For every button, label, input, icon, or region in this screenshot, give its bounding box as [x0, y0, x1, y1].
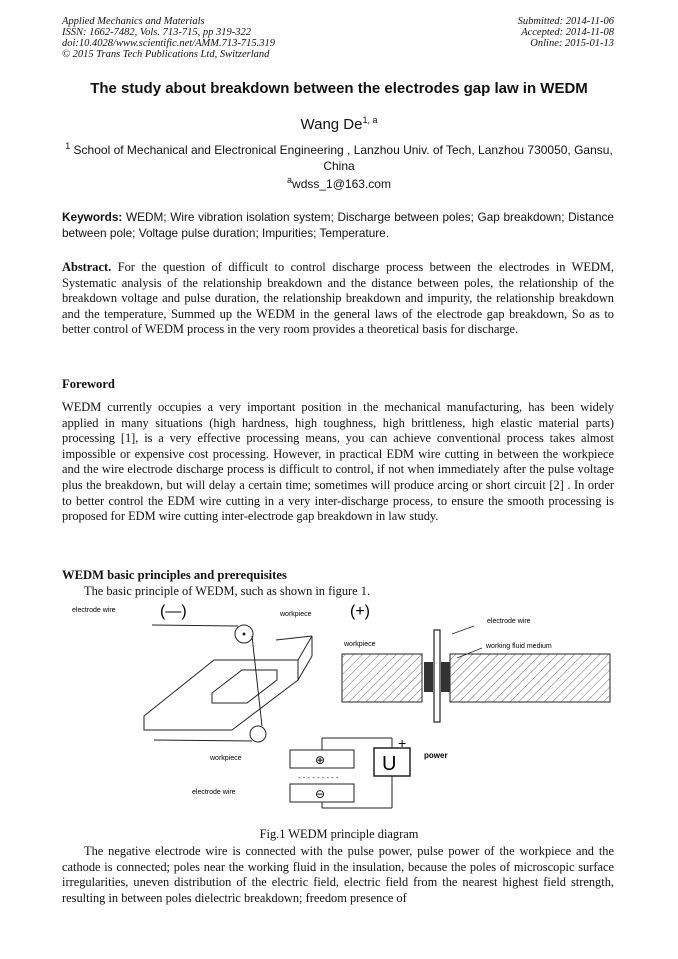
author-name: Wang De [300, 116, 363, 133]
power-u-symbol: U [382, 753, 397, 775]
journal-name: Applied Mechanics and Materials [62, 16, 205, 27]
workpiece-section-right [450, 654, 610, 702]
online-date: Online: 2015-01-13 [530, 38, 614, 49]
circle-plus-symbol: ⊕ [315, 753, 326, 767]
paper-title: The study about breakdown between the electrodes gap law in WEDM [90, 80, 588, 97]
doi-line: doi:10.4028/www.scientific.net/AMM.713-715.319 [62, 38, 275, 49]
label-positive: (+) [350, 603, 370, 620]
issn-line: ISSN: 1662-7482, Vols. 713-715, pp 319-322 [62, 27, 251, 38]
workpiece-edge-2 [298, 656, 312, 680]
dielectric-gap: - - - - - - - - - [298, 774, 339, 782]
email-text: wdss_1@163.com [292, 177, 391, 191]
basics-intro: The basic principle of WEDM, such as shown in figure 1. [84, 584, 371, 598]
workpiece-edge-1 [298, 636, 312, 660]
submitted-date: Submitted: 2014-11-06 [517, 16, 614, 27]
label-power: power [424, 751, 448, 760]
wire-guide-bottom [250, 726, 266, 742]
abstract-text: For the question of difficult to control discharge process between the electrodes in WEDM, Systematic analysis of the relationship breakdown and the distance between poles, the relationship of the breakdown voltage and pulse duration, the relationship breakdown and impurity, the relationship breakdown and the temperature, Summed up the WEDM in the general laws of the electrode gap breakdown, So as to better control of WEDM process in the very room provides a theoretical basis for discharge. [62, 260, 614, 337]
figure-caption: Fig.1 WEDM principle diagram [259, 827, 419, 841]
circle-minus-symbol: ⊖ [315, 787, 326, 801]
foreword-heading: Foreword [62, 377, 115, 391]
discharge-zone-right [441, 662, 450, 692]
abstract [62, 260, 614, 338]
wire-lower-span [154, 740, 252, 741]
copyright-line: © 2015 Trans Tech Publications Ltd, Switzerland [62, 49, 270, 60]
workpiece-section-left [342, 654, 422, 702]
keywords-text: WEDM; Wire vibration isolation system; Discharge between poles; Gap breakdown; Distance between pole; Voltage pulse duration; Impurities; Temperature. [62, 210, 614, 240]
foreword-text: WEDM currently occupies a very important position in the mechanical manufacturing, has been widely applied in many situations (high hardness, high toughness, high brittleness, high elastic material parts) processing [1], is a very effective processing means, you can achieve conventional process takes almost impossible or expensive cost processing. However, in practical EDM wire cutting in between the workpiece and the wire electrode discharge process is difficult to control, if not when immediately after the pulse voltage plus the breakdown, but will delay a certain time; sometimes will produce arcing or short circuit [2] . In order to better control the EDM wire cutting in a very inter-discharge process, to ensure the smooth processing is proposed for EDM wire cutting inter-electrode gap breakdown in law study. [62, 400, 614, 524]
affiliation [62, 138, 616, 174]
body-paragraph: The negative electrode wire is connected with the pulse power, pulse power of the workpiece and the cathode is connected; poles near the working fluid in the insulation, because the poles of microscopic surface irregularities, uneven distribution of the electric field, electric field from the nearest highest field strength, resulting in between poles dielectric breakdown; freedom presence of [62, 844, 614, 905]
email-sup: a [287, 175, 293, 185]
label-workpiece-top: workpiece [280, 611, 312, 618]
author-email [0, 175, 678, 191]
basics-heading: WEDM basic principles and prerequisites [62, 568, 287, 582]
wire-upper-span [152, 625, 238, 626]
wire-vertical [252, 636, 262, 726]
pointer-electrode-wire [452, 626, 474, 634]
accepted-date: Accepted: 2014-11-08 [521, 27, 614, 38]
wire-guide-top-center [243, 633, 246, 636]
affiliation-text: School of Mechanical and Electronical Engineering , Lanzhou Univ. of Tech, Lanzhou 730050, Gansu, China [73, 143, 613, 173]
workpiece-cutout [212, 670, 277, 703]
label-negative: (—) [160, 603, 187, 620]
workpiece-edge-3 [276, 636, 312, 640]
journal-header-left [62, 16, 275, 60]
journal-header-right [518, 16, 614, 49]
keywords-label: Keywords: [62, 210, 123, 224]
discharge-zone-left [424, 662, 433, 692]
author-sup: 1, a [362, 115, 378, 125]
power-plus-sign: + [398, 735, 407, 751]
electrode-wire-section [434, 630, 440, 722]
abstract-label: Abstract. [62, 260, 112, 274]
label-working-fluid: working fluid medium [486, 643, 552, 650]
label-workpiece-circuit: workpiece [210, 755, 242, 762]
label-electrode-wire-left: electrode wire [72, 607, 116, 614]
label-electrode-wire-circuit: electrode wire [192, 789, 236, 796]
keywords [62, 209, 614, 241]
wedm-principle-diagram [62, 598, 614, 820]
affiliation-sup: 1 [65, 141, 71, 151]
label-electrode-wire-right: electrode wire [487, 618, 531, 625]
author-line [0, 115, 678, 133]
label-workpiece-right: workpiece [344, 641, 376, 648]
